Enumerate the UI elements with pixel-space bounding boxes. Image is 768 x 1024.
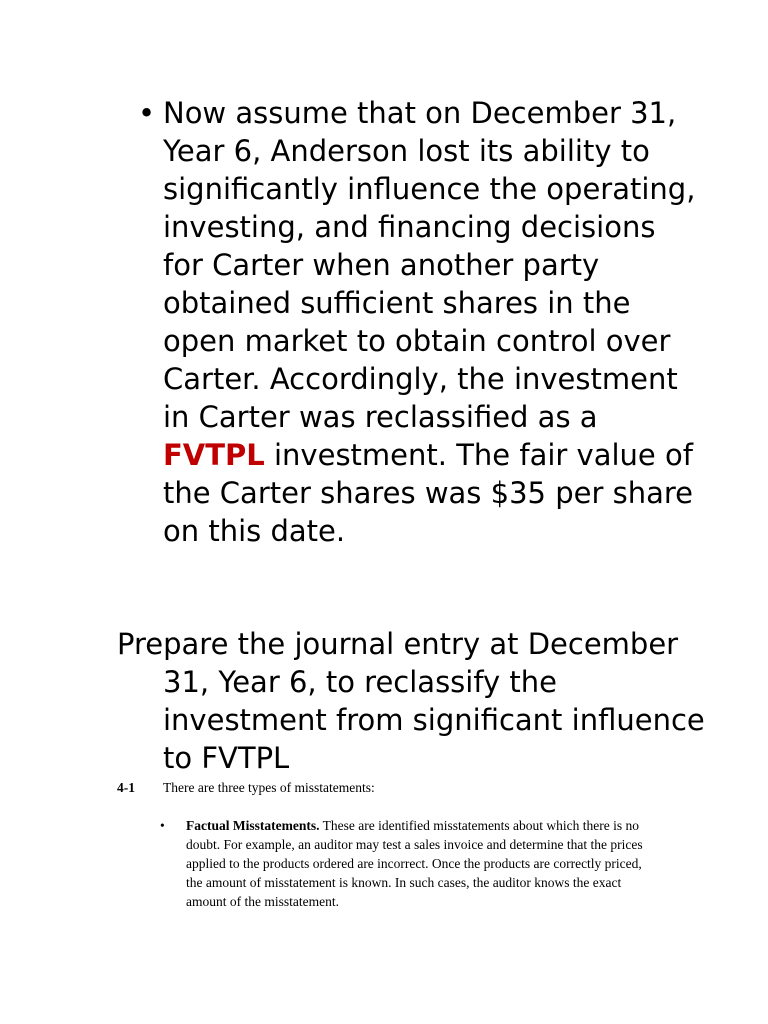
misstatement-list-item [186, 816, 648, 911]
misstatement-item-title: Factual Misstatements. [186, 818, 320, 833]
list-bullet-marker: • [160, 818, 165, 833]
question-bullet-text [163, 94, 703, 550]
question-text-part1: Now assume that on December 31, Year 6, Anderson lost its ability to significantly influence the operating, investing, and financing decisions for Carter when another party obtained sufficient shares in the open market to obtain control over Carter. Accordingly, the investment in Carter was reclassified as a [163, 96, 696, 434]
solution-number: 4-1 [117, 780, 135, 795]
fvtpl-highlight: FVTPL [163, 438, 265, 472]
bullet-marker: • [138, 96, 156, 130]
misstatement-item-text: These are identified misstatements about which there is no doubt. For example, an auditor may test a sales invoice and determine that the prices applied to the products ordered are incorrect. Once the products are correctly priced, the amount of misstatement is known. In such cases, the auditor knows the exact amount of the misstatement. [186, 818, 643, 909]
prepare-instruction: Prepare the journal entry at December 31, Year 6, to reclassify the investment from significant influence to FVTPL [117, 627, 705, 775]
question-text-part2: investment. The fair value of the Carter shares was $35 per share on this date. [163, 438, 693, 548]
solution-intro: There are three types of misstatements: [163, 780, 375, 795]
